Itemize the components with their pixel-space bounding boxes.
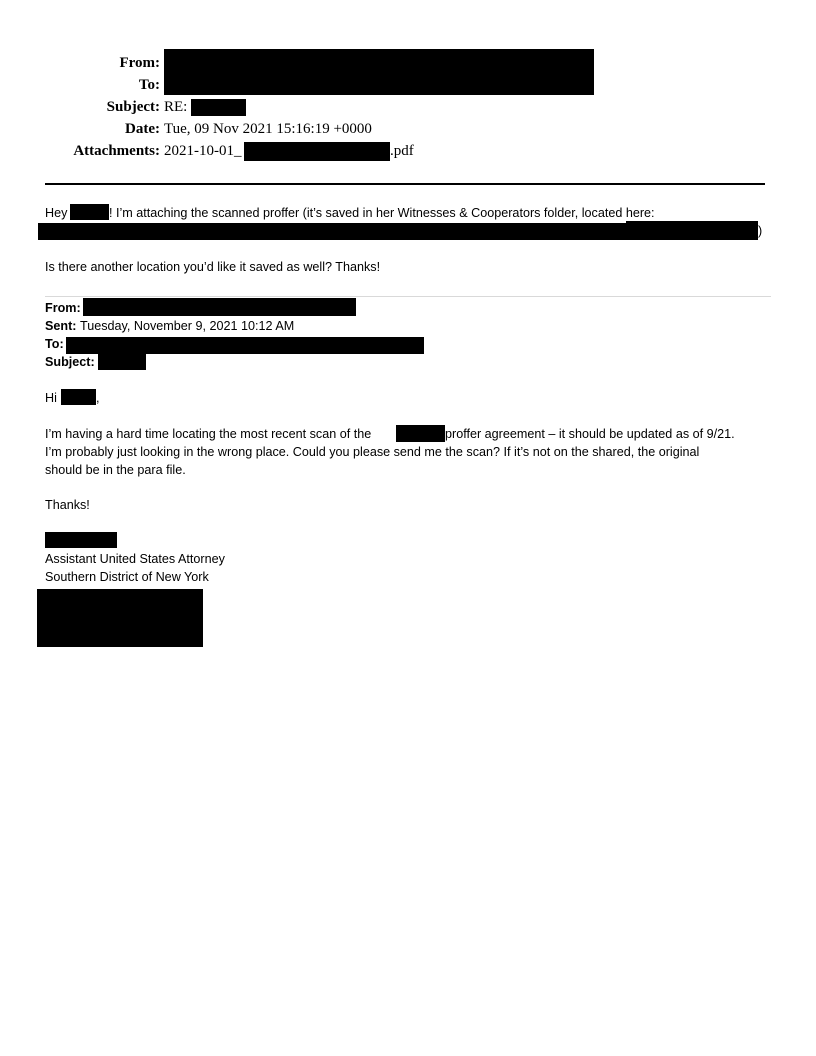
redaction-orig-to bbox=[66, 337, 424, 354]
subject-label: Subject: bbox=[106, 99, 160, 115]
redaction-from-to bbox=[164, 49, 594, 95]
from-label: From: bbox=[119, 55, 160, 71]
orig-subject-label: Subject: bbox=[45, 355, 95, 369]
quoted-divider bbox=[45, 296, 771, 297]
redaction-orig-subject bbox=[98, 354, 146, 370]
redaction-folder-path bbox=[38, 223, 626, 240]
redaction-signature-contact bbox=[37, 589, 203, 647]
redaction-folder-path-end bbox=[626, 221, 758, 240]
attachments-label: Attachments: bbox=[73, 143, 160, 159]
orig-greeting: Hi bbox=[45, 391, 57, 405]
subject-value: RE: bbox=[164, 99, 188, 115]
reply-line1: ! I’m attaching the scanned proffer (it’s saved in her Witnesses & Cooperators folder, located here: bbox=[109, 206, 655, 220]
header-divider bbox=[45, 183, 765, 185]
reply-greeting: Hey bbox=[45, 206, 68, 220]
redaction-attachment bbox=[244, 142, 390, 161]
orig-to-label: To: bbox=[45, 337, 64, 351]
orig-thanks: Thanks! bbox=[45, 498, 90, 512]
orig-para-line3: should be in the para file. bbox=[45, 463, 186, 477]
orig-greeting-end: , bbox=[96, 391, 100, 405]
date-value: Tue, 09 Nov 2021 15:16:19 +0000 bbox=[164, 121, 372, 137]
orig-para-line1a: I’m having a hard time locating the most recent scan of the bbox=[45, 427, 372, 441]
reply-line2-end: ) bbox=[758, 224, 763, 238]
redaction-orig-greeting-name bbox=[61, 389, 96, 405]
redaction-orig-para-name bbox=[396, 425, 445, 442]
orig-para-line2: I’m probably just looking in the wrong place. Could you please send me the scan? If it’s not on the shared, the original bbox=[45, 445, 700, 459]
attachment-prefix: 2021-10-01_ bbox=[164, 143, 242, 159]
redaction-signature-name bbox=[45, 532, 117, 548]
signature-office: Southern District of New York bbox=[45, 570, 209, 584]
attachment-suffix: .pdf bbox=[390, 143, 414, 159]
orig-sent-label: Sent: bbox=[45, 319, 77, 333]
reply-question: Is there another location you’d like it saved as well? Thanks! bbox=[45, 260, 381, 274]
signature-title: Assistant United States Attorney bbox=[45, 552, 225, 566]
redaction-orig-from bbox=[83, 298, 356, 316]
orig-from-label: From: bbox=[45, 301, 81, 315]
redaction-recipient-name bbox=[70, 204, 109, 220]
to-label: To: bbox=[138, 77, 160, 93]
orig-para-line1b: proffer agreement – it should be updated as of 9/21. bbox=[445, 427, 735, 441]
date-label: Date: bbox=[125, 121, 160, 137]
orig-sent-value: Tuesday, November 9, 2021 10:12 AM bbox=[80, 319, 295, 333]
redaction-subject bbox=[191, 99, 246, 116]
